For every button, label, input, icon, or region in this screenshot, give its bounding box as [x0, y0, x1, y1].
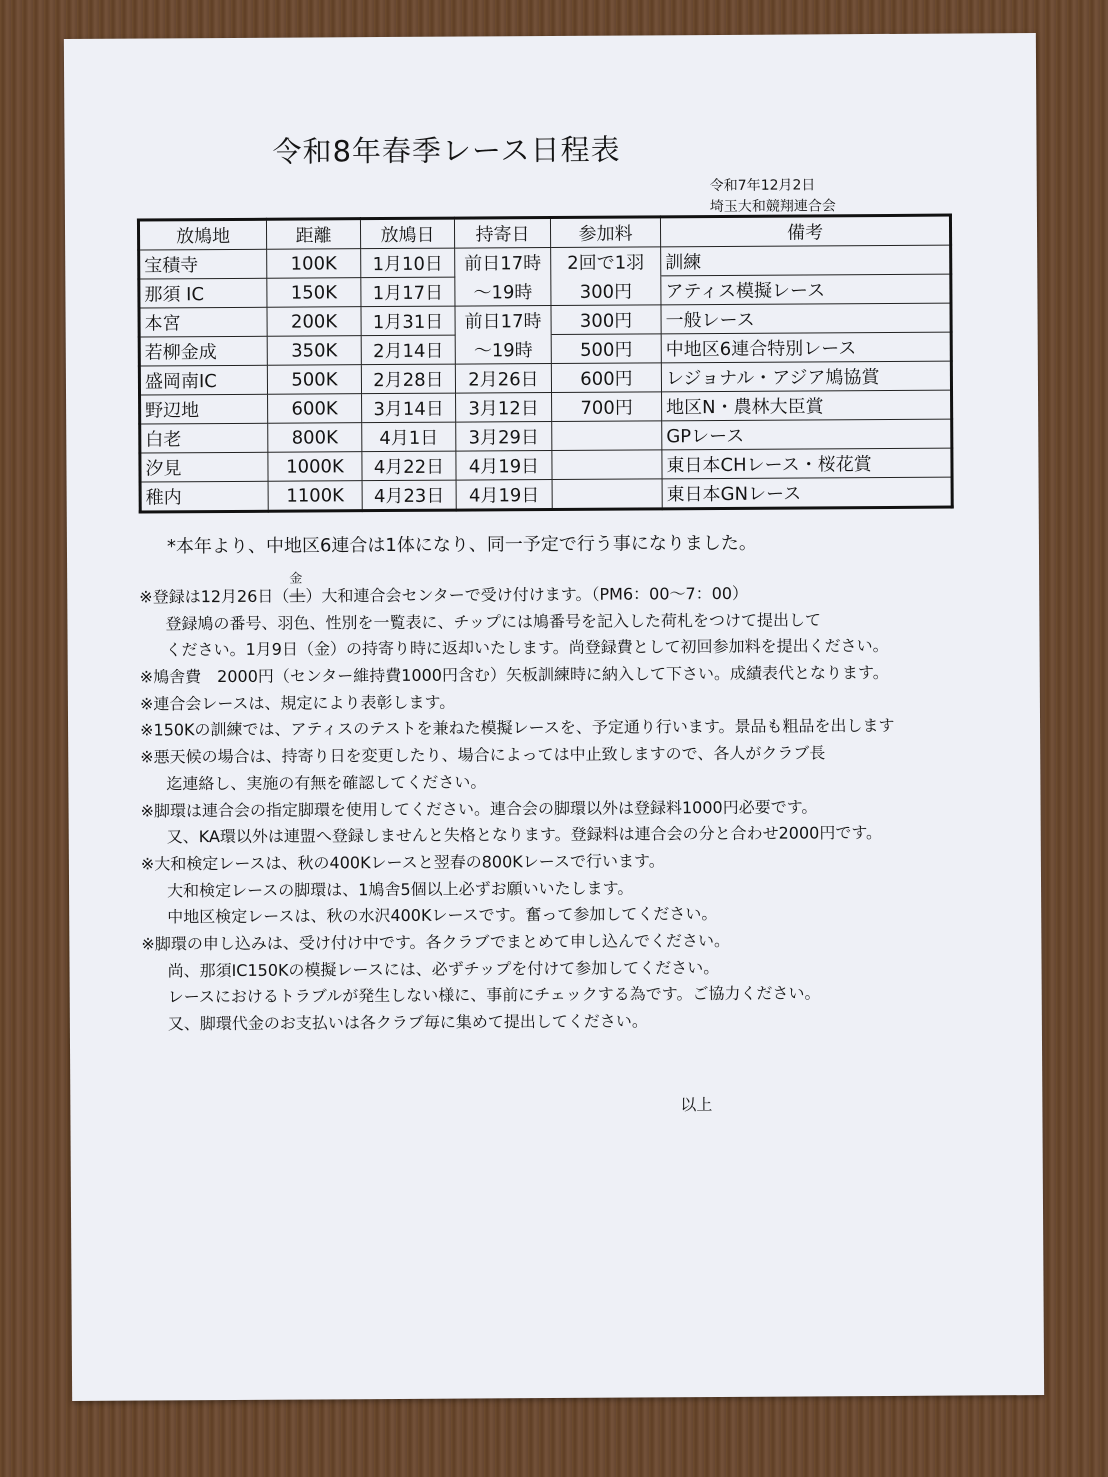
issuing-organization: 埼玉大和競翔連合会 [709, 198, 836, 216]
cell-release-site: 盛岡南IC [139, 365, 267, 395]
note-line: 又、脚環代金のお支払いは各クラブ毎に集めて提出してください。 [167, 1011, 648, 1034]
cell-release-site: 稚内 [140, 481, 268, 512]
cell-basketing-date: 2月26日 [455, 364, 551, 394]
handwritten-correction [289, 571, 306, 611]
cell-entry-fee: 700円 [552, 392, 662, 422]
cell-release-site: 那須 IC [139, 278, 267, 308]
note-line: ※150Kの訓練では、アティスのテストを兼ねた模擬レースを、予定通り行います。景品も粗品を出します [140, 716, 895, 740]
cell-release-date: 1月10日 [361, 248, 455, 278]
document-title: 令和8年春季レース日程表 [272, 132, 621, 169]
cell-release-date: 3月14日 [362, 393, 456, 423]
cell-distance: 100K [267, 249, 361, 279]
note-registration-end: ）大和連合会センターで受け付けます。（PM6：00～7：00） [305, 583, 749, 606]
cell-entry-fee: 300円 [551, 305, 661, 335]
table-row [140, 477, 952, 512]
note-line: 迄連絡し、実施の有無を確認してください。 [166, 772, 487, 794]
cell-distance: 800K [268, 423, 362, 453]
cell-distance: 200K [267, 307, 361, 337]
note-line: レースにおけるトラブルが発生しない様に、事前にチェックする為です。ご協力ください。 [167, 983, 821, 1007]
cell-release-site: 白老 [140, 423, 268, 453]
note-line: 大和検定レースの脚環は、1鳩舎5個以上必ずお願いいたします。 [166, 878, 634, 900]
cell-remarks: レジョナル・アジア鳩協賞 [661, 361, 951, 392]
cell-remarks: 中地区6連合特別レース [661, 332, 951, 363]
cell-remarks: 一般レース [661, 303, 951, 334]
note-line: ※大和検定レースは、秋の400Kレースと翌春の800Kレースで行います。 [140, 851, 665, 874]
cell-entry-fee: 500円 [551, 334, 661, 364]
cell-basketing-date: 3月12日 [456, 393, 552, 423]
cell-basketing-date: ～19時 [455, 335, 551, 365]
cell-entry-fee: 300円 [551, 276, 661, 306]
cell-release-site: 宝積寺 [139, 249, 267, 279]
note-line: ください。1月9日（金）の持寄り時に返却いたします。尚登録費として初回参加料を提出ください。 [165, 636, 889, 660]
cell-distance: 1100K [268, 481, 362, 512]
cell-release-date: 4月22日 [362, 451, 456, 481]
cell-entry-fee: 600円 [551, 363, 661, 393]
cell-distance: 1000K [268, 452, 362, 482]
cell-release-site: 本宮 [139, 307, 267, 337]
paper-sheet [64, 33, 1044, 1401]
cell-entry-fee: 2回で1羽 [551, 247, 661, 277]
header-basketing-date: 持寄日 [454, 218, 550, 249]
note-line: ※連合会レースは、規定により表彰します。 [139, 692, 456, 714]
cell-basketing-date: 前日17時 [455, 306, 551, 336]
cell-entry-fee [552, 479, 662, 510]
cell-remarks: 訓練 [661, 245, 951, 276]
note-line: ※脚環の申し込みは、受け付け中です。各クラブでまとめて申し込んでください。 [141, 930, 731, 954]
note-line: 中地区検定レースは、秋の水沢400Kレースです。奮って参加してください。 [167, 904, 718, 927]
note-line: ※鳩舎費 2000円（センター維持費1000円含む）矢板訓練時に納入して下さい。成績表代となります。 [139, 663, 889, 687]
cell-release-site: 若柳金成 [139, 336, 267, 366]
cell-basketing-date: 4月19日 [456, 451, 552, 481]
table-header-row [138, 215, 950, 250]
cell-entry-fee [552, 450, 662, 480]
note-line: ※悪天候の場合は、持寄り日を変更したり、場合によっては中止致しますので、各人がクラブ長 [140, 743, 826, 767]
header-entry-fee: 参加料 [550, 217, 660, 248]
table-footnote: *本年より、中地区6連合は1体になり、同一予定で行う事になりました。 [166, 532, 757, 558]
cell-release-site: 野辺地 [140, 394, 268, 424]
closing-remark: 以上 [680, 1095, 713, 1115]
cell-remarks: 東日本CHレース・桜花賞 [662, 448, 952, 479]
header-release-date: 放鳩日 [360, 218, 454, 249]
cell-remarks: 東日本GNレース [662, 477, 952, 509]
header-distance: 距離 [266, 219, 360, 250]
note-line: ※脚環は連合会の指定脚環を使用してください。連合会の脚環以外は登録料1000円必要です。 [140, 796, 818, 821]
cell-release-date: 2月28日 [361, 364, 455, 394]
cell-basketing-date: 3月29日 [456, 422, 552, 452]
notes-section [139, 571, 1022, 1038]
cell-distance: 600K [268, 394, 362, 424]
note-line: 尚、那須IC150Kの模擬レースには、必ずチップを付けて参加してください。 [167, 957, 720, 980]
cell-basketing-date: ～19時 [455, 277, 551, 307]
cell-distance: 350K [267, 336, 361, 366]
note-line: 又、KA環以外は連盟へ登録しませんと失格となります。登録料は連合会の分と合わせ2000円です。 [166, 823, 883, 847]
cell-distance: 500K [267, 365, 361, 395]
cell-remarks: 地区N・農林大臣賞 [662, 390, 952, 421]
cell-release-date: 4月23日 [362, 480, 456, 511]
cell-remarks: アティス模擬レース [661, 274, 951, 305]
corrected-weekday: 金 [289, 571, 303, 587]
race-schedule-table [137, 214, 954, 514]
header-release-site: 放鳩地 [138, 219, 266, 250]
note-line: 登録鳩の番号、羽色、性別を一覧表に、チップには鳩番号を記入した荷札をつけて提出して [165, 610, 821, 634]
cell-remarks: GPレース [662, 419, 952, 450]
cell-release-site: 汐見 [140, 452, 268, 482]
cell-entry-fee [552, 421, 662, 451]
cell-release-date: 4月1日 [362, 422, 456, 452]
cell-basketing-date: 4月19日 [456, 480, 552, 511]
cell-distance: 150K [267, 278, 361, 308]
cell-release-date: 2月14日 [361, 335, 455, 365]
cell-basketing-date: 前日17時 [455, 248, 551, 278]
note-registration-start: ※登録は12月26日（ [139, 586, 290, 607]
cell-release-date: 1月31日 [361, 306, 455, 336]
cell-release-date: 1月17日 [361, 277, 455, 307]
struck-weekday: 土 [289, 586, 306, 606]
issue-date: 令和7年12月2日 [709, 177, 816, 195]
header-remarks: 備考 [660, 215, 950, 247]
